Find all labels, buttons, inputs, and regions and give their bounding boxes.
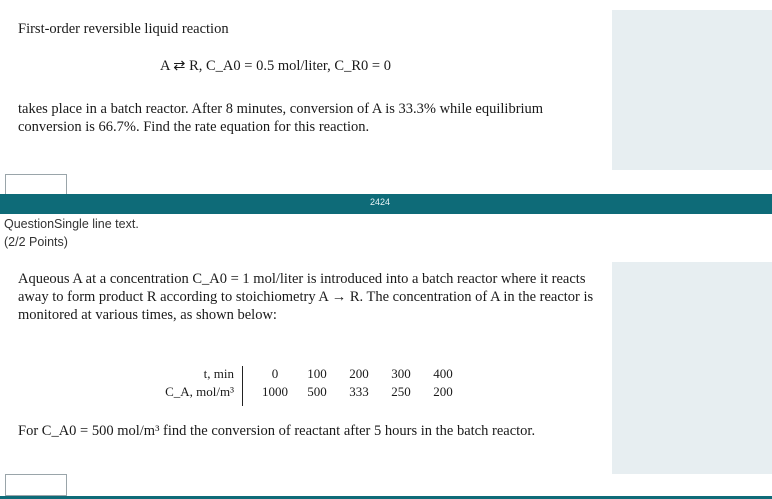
- side-panel-top: [612, 10, 772, 170]
- t-value: 100: [307, 366, 327, 381]
- question1-title: First-order reversible liquid reaction: [18, 21, 229, 37]
- ca-value: 333: [349, 384, 369, 399]
- ca-value: 200: [433, 384, 453, 399]
- side-panel-bottom: [612, 262, 772, 474]
- question1-equation: A ⇄ R, C_A0 = 0.5 mol/liter, C_R0 = 0: [160, 58, 391, 74]
- question2-image: [10, 262, 610, 472]
- answer-input-1[interactable]: [5, 174, 67, 196]
- answer-input-2[interactable]: [5, 474, 67, 496]
- question2-body: Aqueous A at a concentration C_A0 = 1 mol/liter is introduced into a batch reactor where it reacts away to form product R according to stoichiometry A → R. The concentration of A in the reactor is monitored at various times, as shown below:: [18, 271, 594, 323]
- question1-body: takes place in a batch reactor. After 8 minutes, conversion of A is 33.3% while equilibrium conversion is 66.7%. Find the rate equation for this reaction.: [18, 101, 544, 135]
- ca-value: 250: [391, 384, 411, 399]
- question1-image: [10, 10, 610, 170]
- ca-value: 500: [307, 384, 327, 399]
- t-value: 0: [271, 366, 279, 381]
- question2-prompt: For C_A0 = 500 mol/m³ find the conversion of reactant after 5 hours in the batch reactor.: [18, 423, 536, 439]
- question2-points: (2/2 Points): [4, 235, 68, 249]
- ca-value: 1000: [262, 384, 288, 399]
- question2-type-label: QuestionSingle line text.: [4, 217, 139, 231]
- t-value: 200: [349, 366, 369, 381]
- row-label-time: t, min: [203, 366, 234, 381]
- question-band: [0, 194, 772, 214]
- t-value: 300: [391, 366, 411, 381]
- t-value: 400: [433, 366, 453, 381]
- row-label-concentration: C_A, mol/m³: [165, 384, 234, 399]
- table-divider: [242, 366, 243, 406]
- band-label: 2424: [370, 197, 391, 207]
